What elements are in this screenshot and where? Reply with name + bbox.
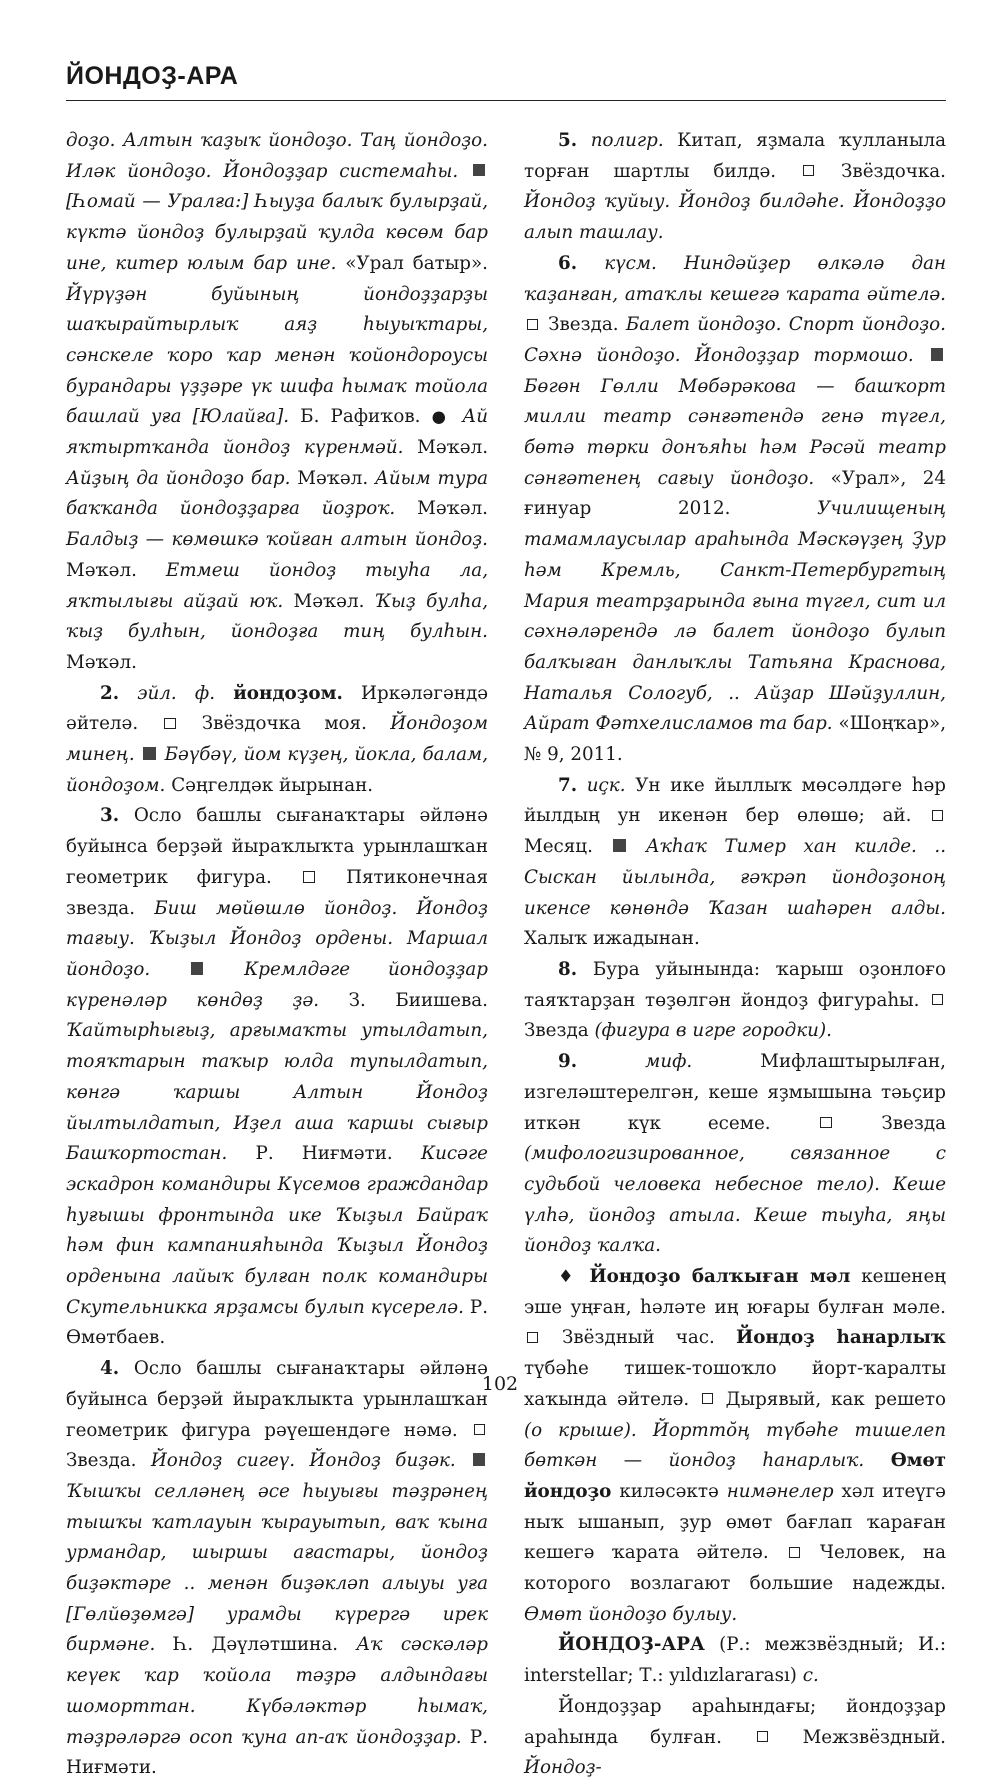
- sense-9: 9. миф. Мифлаштырылған, изгеләштерелгән, кеше яҙмышына тәьҫир иткән күк есеме. Звезда (мифологизированное, связанное с судьбой человека небесное тело). Кеше үлһә, йондоҙ атыла. Кеше тыуһа, яңы йондоҙ ҡалҡа.: [524, 1051, 947, 1257]
- sense-1-continued: доҙо. Алтын ҡаҙыҡ йондоҙо. Таң йондоҙо. Иләк йондоҙо. Йондоҙҙар системаһы. [Һомай — Уралға:] Һыуҙа балыҡ булырҙай, күктә йондоҙ булырҙай ҡулда көсөм бар ине, китер юлым бар ине. «Урал батыр». Йүрүҙән буйының йондоҙҙарҙы шаҡырайтырлыҡ аяҙ һыуыҡтары, сәнскеле ҡоро ҡар менән ҡойондороусы бурандары үҙҙәре үк шифа һымаҡ тойола башлай уға [Юлайға]. Б. Рафиҡов. ● Ай яҡтыртҡанда йондоҙ күренмәй. Мәҡәл. Айҙың да йондоҙо бар. Мәҡәл. Айым тура баҡҡанда йондоҙҙарға йоҙроҡ. Мәҡәл. Балдыҙ — көмөшкә ҡойған алтын йондоҙ. Мәҡәл. Етмеш йондоҙ тыуһа ла, яҡтылығы айҙай юҡ. Мәҡәл. Ҡыҙ булһа, ҡыҙ булһын, йондоҙға тиң булһын. Мәҡәл.: [66, 130, 489, 673]
- running-head: ЙОНДОҘ-АРА: [66, 62, 239, 90]
- example-marker-icon: [143, 747, 155, 759]
- header-rule: [66, 100, 946, 101]
- translation-marker-icon: [527, 1332, 538, 1343]
- idioms-block: ♦ Йондоҙо балҡыған мәл кешенең эше уңған, һәләте иң юғары булған мәле. Звёздный час. Йондоҙ һанарлыҡ түбәһе тишек-тошоҡло йорт-ҡаралты хаҡында әйтелә. Дырявый, как решето (о крыше). Йортто̆ң түбәһе тишелеп бөткән — йондоҙ һанарлыҡ. Өмөт йондоҙо киләсәктә нимәнелер хәл итеүгә ныҡ ышанып, ҙур өмөт бағлап ҡараған кешегә ҡарата әйтелә. Человек, на которого возлагают большие надежды. Өмөт йондоҙо булыу.: [524, 1266, 947, 1625]
- translation-marker-icon: [932, 994, 943, 1005]
- sense-7: 7. иҫк. Ун ике йыллыҡ мөсәлдәге һәр йылдың ун икенән бер өлөшө; ай. Месяц. Аҡһаҡ Тимер хан килде. .. Сыскан йылында, ғәҡрәп йондоҙоноң икенсе көнөндә Ҡазан шаһәрен алды. Халыҡ ижадынан.: [524, 774, 947, 950]
- page-number: 102: [481, 1373, 519, 1395]
- page-header: [66, 62, 946, 91]
- sense-5: 5. полигр. Китап, яҙмала ҡулланыла торған шартлы билдә. Звёздочка. Йондоҙ ҡуйыу. Йондоҙ билдәһе. Йондоҙҙо алып ташлау.: [524, 130, 947, 244]
- translation-marker-icon: [932, 810, 943, 821]
- idiom-diamond-icon: ♦: [558, 1267, 579, 1288]
- example-marker-icon: [473, 164, 485, 176]
- example-marker-icon: [473, 1453, 485, 1465]
- left-column: [66, 126, 488, 1784]
- example-marker-icon: [613, 839, 625, 851]
- sense-6: 6. күсм. Ниндәйҙер өлкәлә дан ҡаҙанған, атаҡлы кешегә ҡарата әйтелә. Звезда. Балет йондоҙо. Спорт йондоҙо. Сәхнә йондоҙо. Йондоҙҙар тормошо. Бөгөн Гөлли Мөбәрәкова — башҡорт милли театр сәнғәтендә генә түгел, бөтә төрки донъяһы һәм Рәсәй театр сәнғәтенең сағыу йондоҙо. «Урал», 24 ғинуар 2012. Училищеның тамамлаусылар араһында Мәскәүҙең Ҙур һәм Кремль, Санкт-Петербургтың Мария театрҙарында ғына түгел, сит ил сәхнәләрендә лә балет йондоҙо булып балҡыған данлыҡлы Татьяна Краснова, Наталья Сологуб, .. Айҙар Шәйҙуллин, Айрат Фәтхелисламов та бар. «Шоңҡар», № 9, 2011.: [524, 252, 947, 766]
- example-marker-icon: [191, 962, 203, 974]
- proverb-bullet-icon: ●: [431, 407, 452, 427]
- sense-8: 8. Бура уйынында: ҡарыш оҙонлоғо таяҡтарҙан төҙөлгән йондоҙ фигураһы. Звезда (фигура в игре городки).: [524, 958, 946, 1042]
- entry-yondoz-ara-definition: Йондоҙҙар араһындағы; йондоҙҙар араһында булған. Межзвёздный. Йондоҙ-: [524, 1695, 946, 1779]
- translation-marker-icon: [757, 1731, 768, 1742]
- translation-marker-icon: [789, 1547, 800, 1558]
- example-marker-icon: [931, 348, 943, 360]
- translation-marker-icon: [803, 165, 814, 176]
- translation-marker-icon: [303, 871, 314, 882]
- right-column: [524, 126, 946, 1784]
- sense-3: 3. Осло башлы сығанаҡтары әйләнә буйынса берҙәй йыраҡлыҡта урынлашҡан геометрик фигура. Пятиконечная звезда. Биш мөйөшлө йондоҙ. Йондоҙ тағыу. Ҡыҙыл Йондоҙ ордены. Маршал йондоҙо. Кремлдәге йондоҙҙар күренәләр көндөҙ ҙә. З. Биишева. Ҡайтырһығыҙ, арғымаҡты утылдатып, тояҡтарын таҡыр юлда тупылдатып, көнгә ҡаршы Алтын Йондоҙ йылтылдатып, Иҙел аша ҡаршы сығыр Башҡортостан. Р. Ниғмәти. Кисәге эскадрон командиры Күсемов граждандар һуғышы фронтында ике Ҡыҙыл Байраҡ һәм фин кампанияһында Ҡыҙыл Йондоҙ орденына лайыҡ булған полк командиры Скутельникка ярҙамсы булып күсерелә. Р. Өмөтбаев.: [66, 805, 489, 1349]
- translation-marker-icon: [820, 1117, 831, 1128]
- translation-marker-icon: [474, 1424, 485, 1435]
- entry-yondoz-ara: ЙОНДОҘ-АРА (Р.: межзвёздный; И.: interstellar; Т.: yıldızlararası) с.: [524, 1634, 947, 1687]
- translation-marker-icon: [164, 718, 175, 729]
- headword: ЙОНДОҘ-АРА: [558, 1634, 705, 1656]
- sense-2: 2. эйл. ф. йондоҙом. Иркәләгәндә әйтелә. Звёздочка моя. Йондоҙом минең. Бәүбәү, йом күҙең, йокла, балам, йондоҙом. Сәңгелдәк йырынан.: [66, 682, 489, 796]
- sense-4: 4. Осло башлы сығанаҡтары әйләнә буйынса берҙәй йыраҡлыкта урынлашҡан геометрик фигура рәүешендәге нәмә. Звезда. Йондоҙ сигеү. Йондоҙ биҙәк. Ҡышҡы селләнең әсе һыуығы тәҙрәнең тышҡы ҡатлауын ҡырауытып, ваҡ ҡына урмандар, шыршы ағастары, йондоҙ биҙәктәре .. менән биҙәкләп алыуы уға [Гөлйөҙөмгә] урамды күрергә ирек бирмәне. Һ. Дәүләтшина. Аҡ сәскәләр кеүек ҡар ҡойола тәҙрә алдындағы шоморттан. Күбәләктәр һымаҡ, тәҙрәләргә осоп ҡуна ап-аҡ йондоҙҙар. Р. Ниғмәти.: [66, 1358, 489, 1779]
- translation-marker-icon: [527, 319, 538, 330]
